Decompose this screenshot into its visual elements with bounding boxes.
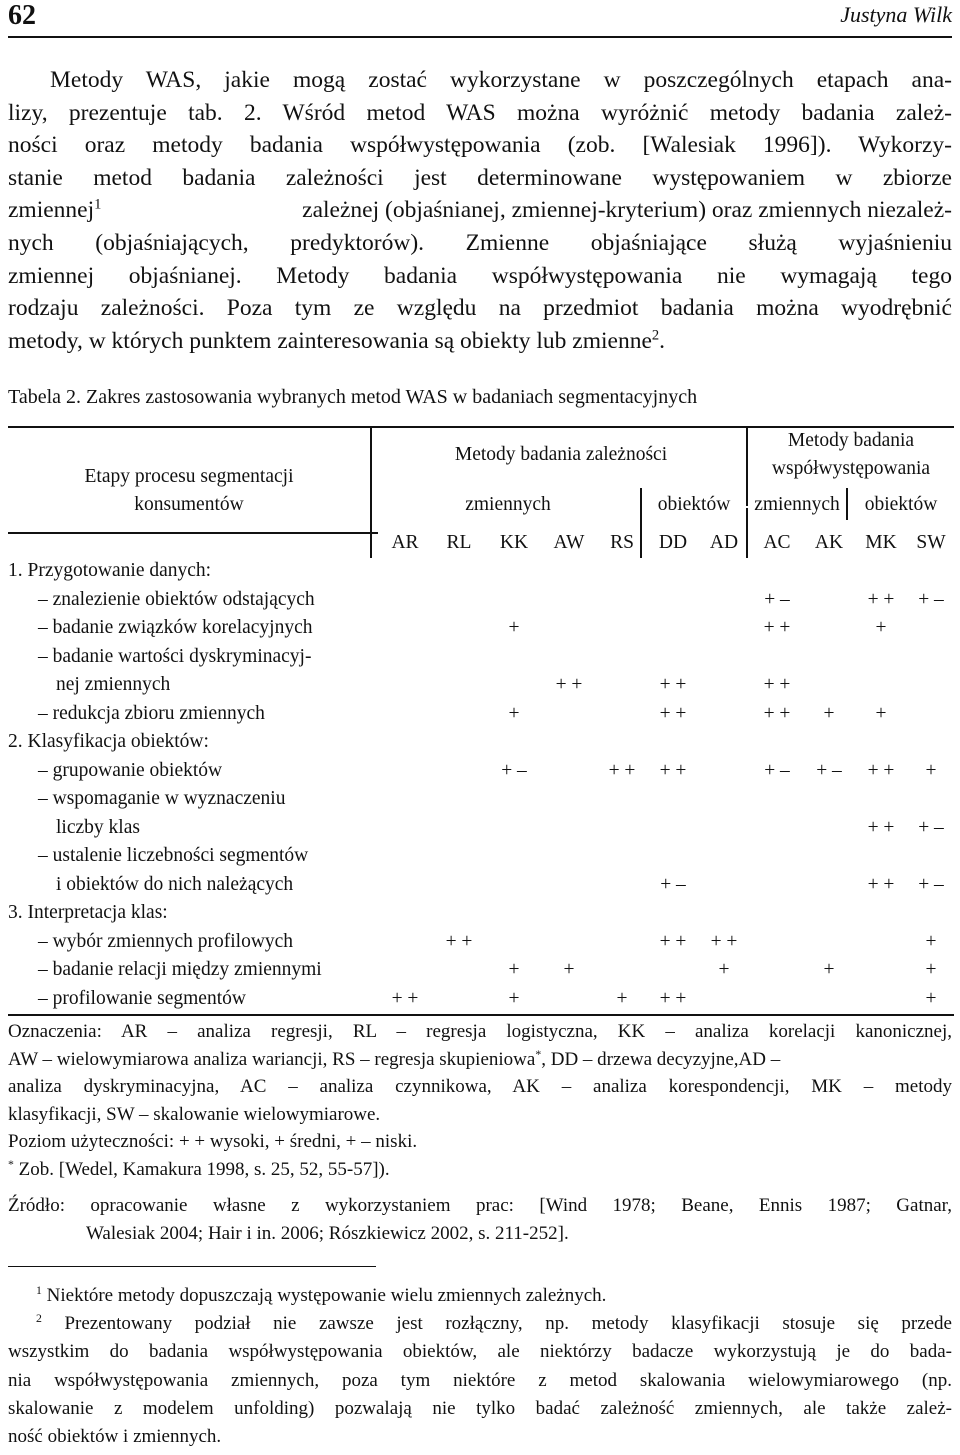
- subheader-variables: zmiennych: [465, 494, 551, 515]
- paragraph-line: ności oraz metody badania współwystępowania (zob. [Walesiak 1996]). Wykorzy-: [8, 132, 952, 159]
- table-cell-rs: + +: [608, 759, 636, 781]
- method-header-mk: MK: [865, 532, 897, 553]
- table-cell-mk: +: [875, 702, 887, 724]
- paragraph-line: zmiennej objaśnianej. Metody badania współwystępowania nie wymagają tego: [8, 262, 952, 289]
- table-cell-ar: + +: [391, 987, 419, 1009]
- table-cell-sw: + –: [918, 588, 944, 610]
- footnote-line: [8, 1310, 952, 1338]
- subheader-objects: obiektów: [864, 494, 938, 515]
- legend-line: Poziom użyteczności: + + wysoki, + średni, + – niski.: [8, 1131, 418, 1153]
- table-row-label: i obiektów do nich należących: [56, 873, 294, 895]
- footnote-line: [8, 1282, 952, 1310]
- table-cell-mk: + +: [867, 873, 895, 895]
- table-row-label: – badanie relacji między zmiennymi: [38, 959, 322, 980]
- table-cell-ak: + –: [816, 759, 842, 781]
- table-row-label: – profilowanie segmentów: [38, 987, 246, 1009]
- method-header-ak: AK: [814, 532, 844, 553]
- table-cell-kk: +: [508, 959, 520, 980]
- method-header-rs: RS: [610, 532, 634, 553]
- source-note: [8, 1192, 952, 1248]
- legend-fragment: [8, 1046, 780, 1074]
- table-legend: [8, 1018, 952, 1184]
- paragraph-line: nych (objaśniających, predyktorów). Zmienne objaśniające służą wyjaśnieniu: [8, 229, 952, 256]
- table-cell-mk: + +: [867, 816, 895, 838]
- table-cell-aw: +: [563, 959, 575, 980]
- footnote-text: Niektóre metody dopuszczają występowanie wielu zmiennych zależnych.: [41, 1285, 607, 1306]
- legend-fragment-text: AW – wielowymiarowa analiza wariancji, RS – regresja skupieniowa: [8, 1048, 536, 1070]
- footnote-line: nia współwystępowania zmiennych, poza tym niektóre z metod skalowania wielowymiarowego (np.: [8, 1369, 952, 1391]
- table-row-label: – badanie związków korelacyjnych: [38, 617, 313, 638]
- asterisk-note-mark: *: [8, 1157, 14, 1171]
- stub-header-line: Etapy procesu segmentacji: [84, 466, 294, 487]
- table-cell-ac: + –: [764, 759, 790, 781]
- method-header-ad: AD: [709, 532, 739, 553]
- table-cell-dd: + +: [659, 759, 687, 781]
- method-header-ac: AC: [763, 532, 791, 553]
- table-cell-sw: +: [925, 930, 937, 952]
- table-cell-sw: + –: [918, 873, 944, 895]
- legend-line: analiza dyskryminacyjna, AC – analiza czynnikowa, AK – analiza korespondencji, MK – metody: [8, 1076, 952, 1098]
- source-line: Źródło: opracowanie własne z wykorzystaniem prac: [Wind 1978; Beane, Ennis 1987; Gatnar,: [8, 1195, 952, 1216]
- subheader-objects: obiektów: [657, 494, 731, 515]
- paragraph-fragment: [8, 194, 101, 227]
- table-cell-rl: + +: [445, 930, 473, 952]
- table-cell-ak: +: [823, 702, 835, 724]
- table-cell-ac: + +: [763, 674, 791, 695]
- cooccurrence-group-header: Metody badania: [787, 430, 915, 451]
- table-row-label: – ustalenie liczebności segmentów: [38, 845, 309, 866]
- legend-fragment-text: , DD – drzewa decyzyjne,AD –: [541, 1048, 781, 1070]
- paragraph-line: stanie metod badania zależności jest determinowane występowaniem w zbiorze: [8, 164, 952, 191]
- footnote-number: 2: [36, 1312, 42, 1326]
- table-cell-ac: + +: [763, 702, 791, 724]
- method-header-ar: AR: [391, 532, 419, 553]
- page-number: 62: [8, 0, 36, 31]
- footnote-line: ność obiektów i zmiennych.: [8, 1426, 222, 1448]
- table-cell-dd: + +: [659, 930, 687, 952]
- table-cell-mk: + +: [867, 759, 895, 781]
- paragraph-line: [8, 325, 952, 358]
- footnote-separator: [8, 1266, 376, 1267]
- legend-line: [8, 1046, 952, 1074]
- table-cell-mk: + +: [867, 588, 895, 610]
- paragraph-fragment: .: [659, 327, 666, 354]
- page-header: [8, 0, 952, 38]
- legend-fragment-text: Zob. [Wedel, Kamakura 1998, s. 25, 52, 55-57]).: [13, 1158, 390, 1180]
- stub-header-line: konsumentów: [134, 494, 244, 515]
- table-cell-dd: + –: [660, 873, 686, 895]
- footnote-text: Prezentowany podział nie zawsze jest rozłączny, np. metody klasyfikacji stosuje się przede: [41, 1313, 952, 1335]
- footnote-line: skalowanie z modelem unfolding) pozwalają nie tylko badać zależność zmiennych, ale także zależ-: [8, 1397, 952, 1419]
- footnote-number: 1: [36, 1283, 42, 1297]
- footnote-ref: 2: [651, 327, 660, 344]
- table-cell-ac: + +: [763, 617, 791, 638]
- table-cell-sw: +: [925, 759, 937, 781]
- table-cell-sw: +: [925, 987, 937, 1009]
- paragraph-fragment-text: zmiennej: [8, 197, 95, 224]
- dependence-group-header: Metody badania zależności: [454, 444, 668, 465]
- table-row-label: – redukcja zbioru zmiennych: [38, 702, 265, 724]
- running-head-author: Justyna Wilk: [840, 2, 952, 27]
- table-cell-rs: +: [616, 987, 628, 1009]
- body-paragraph: [8, 64, 952, 357]
- table-cell-mk: +: [875, 617, 887, 638]
- table-cell-kk: + –: [501, 759, 527, 781]
- table-cell-ac: + –: [764, 588, 790, 610]
- table-row-label: – badanie wartości dyskryminacyj-: [38, 645, 312, 667]
- table-row-label: 2. Klasyfikacja obiektów:: [8, 731, 209, 752]
- source-line: Walesiak 2004; Hair i in. 2006; Rószkiewicz 2002, s. 211-252].: [86, 1223, 569, 1244]
- table-cell-dd: + +: [659, 987, 687, 1009]
- table-row-label: 3. Interpretacja klas:: [8, 902, 168, 923]
- table-row-label: 1. Przygotowanie danych:: [8, 560, 212, 581]
- table-row-label: nej zmiennych: [56, 674, 171, 695]
- table-cell-kk: +: [508, 617, 520, 638]
- paragraph-line: lizy, prezentuje tab. 2. Wśród metod WAS można wyróżnić metody badania zależ-: [8, 99, 952, 126]
- footnotes: [8, 1282, 952, 1451]
- segmentation-methods-table: [8, 426, 954, 1014]
- table-row-label: liczby klas: [56, 816, 140, 838]
- table-cell-sw: +: [925, 959, 937, 980]
- table-row-label: – wspomaganie w wyznaczeniu: [38, 788, 286, 809]
- subheader-variables: zmiennych: [754, 494, 840, 515]
- table-cell-kk: +: [508, 987, 520, 1009]
- cooccurrence-group-header: współwystępowania: [771, 458, 931, 479]
- legend-line: Oznaczenia: AR – analiza regresji, RL – regresja logistyczna, KK – analiza korelacji kanonicznej,: [8, 1021, 952, 1042]
- method-header-dd: DD: [658, 532, 688, 553]
- table-cell-dd: + +: [659, 674, 687, 695]
- table-cell-sw: + –: [918, 816, 944, 838]
- paragraph-fragment: zależnej (objaśnianej, zmiennej-kryterium) oraz zmiennych niezależ-: [302, 197, 952, 224]
- method-header-sw: SW: [916, 532, 946, 553]
- table-cell-dd: + +: [659, 702, 687, 724]
- method-header-kk: KK: [499, 532, 529, 553]
- table-cell-ad: + +: [710, 930, 738, 952]
- paragraph-line: [8, 194, 952, 227]
- table-cell-kk: +: [508, 702, 520, 724]
- footnote-line: wszystkim do badania współwystępowania obiektów, ale niektórzy badacze wykorzystują je do bada-: [8, 1341, 952, 1363]
- asterisk-ref: *: [535, 1047, 542, 1061]
- table-cell-aw: + +: [555, 674, 583, 695]
- table-row-label: – grupowanie obiektów: [38, 759, 223, 781]
- method-header-rl: RL: [446, 532, 472, 553]
- paragraph-line: rodzaju zależności. Poza tym ze względu na przedmiot badania można wyodrębnić: [8, 295, 952, 322]
- table-row-label: – znalezienie obiektów odstających: [38, 588, 315, 610]
- table-cell-ad: +: [718, 959, 730, 980]
- method-header-aw: AW: [553, 532, 585, 553]
- table-row-label: – wybór zmiennych profilowych: [38, 930, 294, 952]
- footnote-ref: 1: [94, 196, 102, 213]
- paragraph-fragment: metody, w których punktem zainteresowania są obiekty lub zmienne: [8, 327, 652, 354]
- legend-line: [8, 1156, 952, 1184]
- paragraph-line: Metody WAS, jakie mogą zostać wykorzystane w poszczególnych etapach ana-: [50, 67, 952, 93]
- legend-line: klasyfikacji, SW – skalowanie wielowymiarowe.: [8, 1103, 381, 1125]
- table-cell-ak: +: [823, 959, 835, 980]
- table-caption: Tabela 2. Zakres zastosowania wybranych metod WAS w badaniach segmentacyjnych: [8, 386, 698, 408]
